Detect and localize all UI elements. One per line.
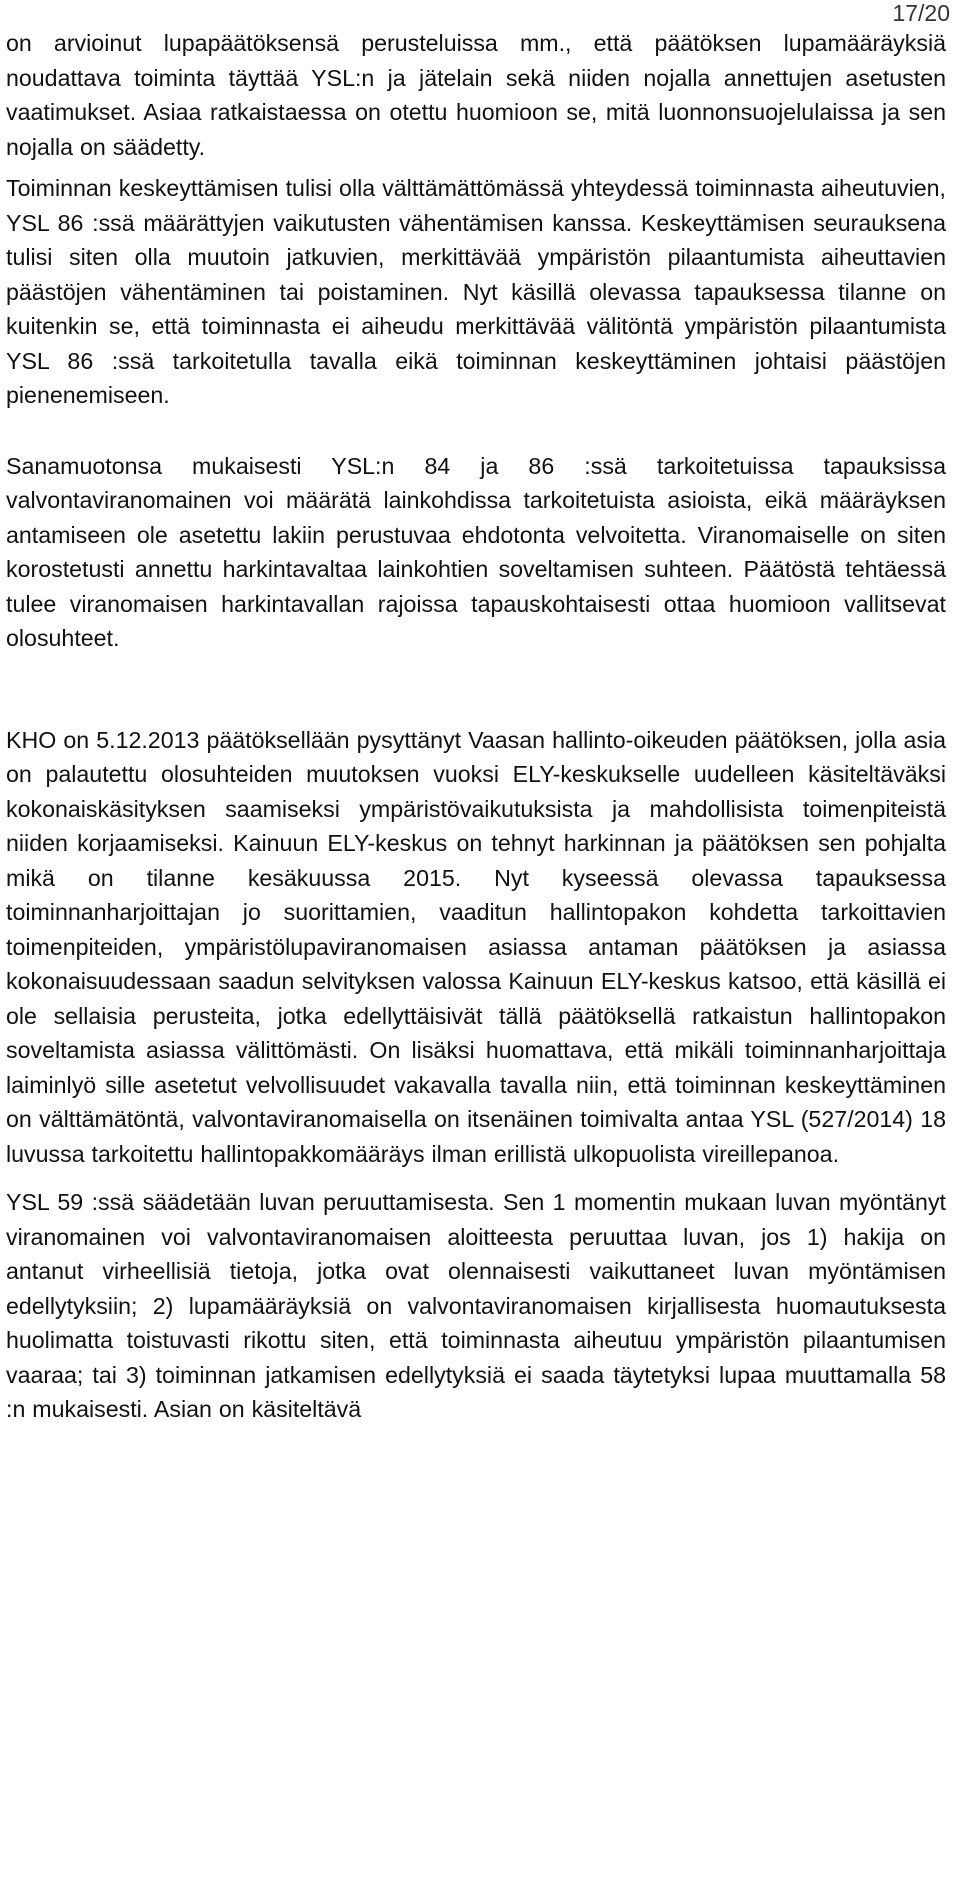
- paragraph-suspension-conditions: Toiminnan keskeyttämisen tulisi olla välttämättömässä yhteydessä toiminnasta aiheutuvien, YSL 86 :ssä määrättyjen vaikutusten vähentämisen kanssa. Keskeyttämisen seurauksena tulisi siten olla muutoin jatkuvien, merkittävää ympäristön pilaantumista aiheuttavien päästöjen vähentäminen tai poistaminen. Nyt käsillä olevassa tapauksessa tilanne on kuitenkin se, että toiminnasta ei aiheudu merkittävää välitöntä ympäristön pilaantumista YSL 86 :ssä tarkoitetulla tavalla eikä toiminnan keskeyttäminen johtaisi päästöjen pienenemiseen.: [6, 175, 946, 408]
- paragraph-authority-discretion: Sanamuotonsa mukaisesti YSL:n 84 ja 86 :ssä tarkoitetuissa tapauksissa valvontaviranomainen voi määrätä lainkohdissa tarkoitetuista asioista, eikä määräyksen antamiseen ole asetettu lakiin perustuvaa ehdotonta velvoitetta. Viranomaiselle on siten korostetusti annettu harkintavaltaa lainkohtien soveltamisen suhteen. Päätöstä tehtäessä tulee viranomaisen harkintavallan rajoissa tapauskohtaisesti ottaa huomioon vallitsevat olosuhteet.: [6, 452, 946, 651]
- document-body: [6, 26, 946, 1427]
- page-number: 17/20: [892, 0, 950, 26]
- paragraph-permit-revocation: YSL 59 :ssä säädetään luvan peruuttamisesta. Sen 1 momentin mukaan luvan myöntänyt viranomainen voi valvontaviranomaisen aloitteesta peruuttaa luvan, jos 1) hakija on antanut virheellisiä tietoja, jotka ovat olennaisesti vaikuttaneet luvan myöntämisen edellytyksiin; 2) lupamääräyksiä on valvontaviranomaisen kirjallisesta huomautuksesta huolimatta toistuvasti rikottu siten, että toiminnasta aiheutuu ympäristön pilaantumisen vaaraa; tai 3) toiminnan jatkamisen edellytyksiä ei saada täytetyksi lupaa muuttamalla 58 :n mukaisesti. Asian on käsiteltävä: [6, 1189, 946, 1422]
- paragraph-permit-reasoning: on arvioinut lupapäätöksensä perusteluissa mm., että päätöksen lupamääräyksiä noudattava toiminta täyttää YSL:n ja jätelain sekä niiden nojalla annettujen asetusten vaatimukset. Asiaa ratkaistaessa on otettu huomioon se, mitä luonnonsuojelulaissa ja sen nojalla on säädetty.: [6, 30, 946, 160]
- paragraph-kho-decision: KHO on 5.12.2013 päätöksellään pysyttänyt Vaasan hallinto-oikeuden päätöksen, jolla asia on palautettu olosuhteiden muutoksen vuoksi ELY-keskukselle uudelleen käsiteltäväksi kokonaiskäsityksen saamiseksi ympäristövaikutuksista ja mahdollisista toimenpiteistä niiden korjaamiseksi. Kainuun ELY-keskus on tehnyt harkinnan ja päätöksen sen pohjalta mikä on tilanne kesäkuussa 2015. Nyt kyseessä olevassa tapauksessa toiminnanharjoittajan jo suorittamien, vaaditun hallintopakon kohdetta tarkoittavien toimenpiteiden, ympäristölupaviranomaisen asiassa antaman päätöksen ja asiassa kokonaisuudessaan saadun selvityksen valossa Kainuun ELY-keskus katsoo, että käsillä ei ole sellaisia perusteita, jotka edellyttäisivät tällä päätöksellä ratkaistun hallintopakon soveltamista asiassa välittömästi. On lisäksi huomattava, että mikäli toiminnanharjoittaja laiminlyö sille asetetut velvollisuudet vakavalla tavalla niin, että toiminnan keskeyttäminen on välttämätöntä, valvontaviranomaisella on itsenäinen toimivalta antaa YSL (527/2014) 18 luvussa tarkoitettu hallintopakkomääräys ilman erillistä ulkopuolista vireillepanoa.: [6, 726, 946, 1167]
